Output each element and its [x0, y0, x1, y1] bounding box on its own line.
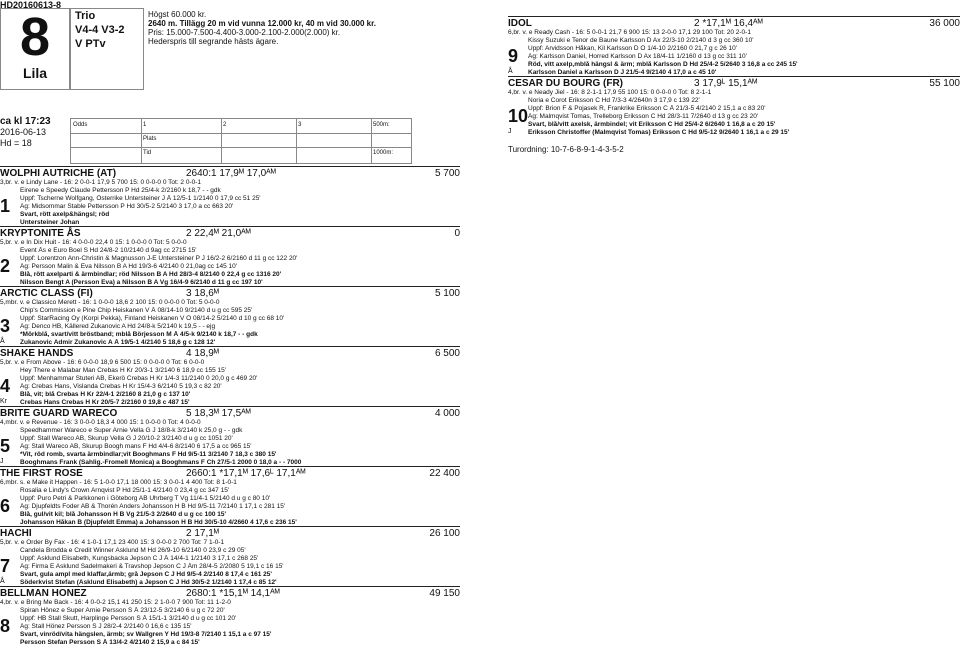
odds-label: Odds — [73, 122, 88, 128]
horse-header — [0, 406, 460, 419]
track-tag: Kr — [0, 398, 7, 405]
horse-prize-money: 55 100 — [929, 78, 960, 89]
horse-name: CESAR DU BOURG (FR) — [508, 78, 623, 89]
race-number: 8 — [19, 7, 51, 67]
horse-header — [0, 466, 460, 479]
horse-header — [0, 346, 460, 359]
horse-number: 7 — [0, 556, 11, 576]
history-row: Event Ås e Euro Boel S Hd 24/8-2 10/2140 d 9ag cc 2715 15' — [20, 247, 197, 254]
horse-name: IDOL — [508, 18, 532, 29]
history-row: Svart, vinröd/vita hängslen, ärmb; sv Wallgren Y Hd 19/3-8 7/2140 1 15,1 a c 97 15' — [20, 631, 272, 638]
horse-record: 2 *17,1ᴹ 16,4ᴬᴹ — [694, 18, 763, 29]
history-row: Hey There e Malabar Man Crebas H Kr 20/3-1 3/2140 6 18,9 cc 155 15' — [20, 367, 226, 374]
odds-grid — [70, 118, 412, 164]
race-color: Lila — [22, 65, 48, 81]
horse-number: 10 — [508, 106, 529, 126]
horse-header — [0, 586, 460, 599]
history-row: Äg: Persson Malin & Eva Nilsson B A Hd 19/3-6 4/2140 0 21,0ag cc 145 10' — [20, 263, 237, 270]
horse-name: SHAKE HANDS — [0, 348, 74, 359]
history-row: Crebas Hans Crebas H Kr 20/5-7 2/2160 0 19,8 c 487 15' — [20, 399, 190, 406]
history-row: Zukanovic Admir Zukanovic A Å 19/5-1 4/2140 5 18,6 g c 128 12' — [20, 339, 216, 346]
horse-record: 3 18,6ᴹ — [186, 288, 219, 299]
prize-line: Hederspris till segrande hästs ägare. — [148, 37, 279, 46]
history-row: Uppf: Puro Petri & Parkkonen i Göteborg AB Uhrberg T Vg 11/4-1 5/2140 d u g c 80 10' — [20, 495, 271, 502]
history-row: Eirene e Speedy Claude Pettersson P Hd 25/4-k 2/2160 k 18,7 - - gdk — [20, 187, 221, 194]
horse-entry — [508, 76, 960, 136]
horse-header — [0, 526, 460, 539]
start-time-block — [0, 116, 68, 149]
prize-line: 2640 m. Tillägg 20 m vid vunna 12.000 kr, 40 m vid 30.000 kr. — [148, 19, 376, 28]
history-row: *Vit, röd romb, svarta ärmbindlar;vit Booghmans F Hd 9/5-11 3/2140 7 18,3 c 380 15' — [20, 451, 277, 458]
prize-line: Pris: 15.000-7.500-4.400-3.000-2.100-2.000(2.000) kr. — [148, 28, 341, 37]
horse-name: KRYPTONITE ÅS — [0, 228, 81, 239]
horse-number: 2 — [0, 256, 11, 276]
pedigree-line: 4,br. v. e Neady Jiel - 16: 8 2-1-1 17,9 55 100 15: 0 0-0-0 0 Tot: 8 2-1-1 — [508, 89, 712, 96]
horse-header — [0, 286, 460, 299]
history-row: Uppf: Tscherne Wolfgang, Österrike Untersteiner J Å 12/5-1 1/2140 0 17,9 cc 51 25' — [20, 195, 261, 202]
pedigree-line: 5,mbr. v. e Classico Merett - 16: 1 0-0-0 18,6 2 100 15: 0 0-0-0 0 Tot: 5 0-0-0 — [0, 299, 220, 306]
prize-line: Högst 60.000 kr. — [148, 10, 207, 19]
horse-number: 3 — [0, 316, 11, 336]
horse-number: 1 — [0, 196, 11, 216]
game-types-box — [70, 8, 144, 90]
track-tag: Å — [508, 68, 513, 75]
history-row: Äg: Karlsson Daniel, Horred Karlsson D Ax 18/4-11 1/2160 d 13 g cc 311 10' — [528, 53, 747, 60]
history-row: Rosalia e Lindy's Crown Arnqvist P Hd 25/1-1 4/2140 0 23,4 g cc 347 15' — [20, 487, 230, 494]
horse-entry — [0, 586, 460, 646]
game-type: Trio — [75, 10, 96, 22]
history-row: Johansson Håkan B (Djupfeldt Emma) a Johansson H B Hd 30/5-10 4/2660 4 17,6 c 236 15' — [20, 519, 297, 526]
history-row: Uppf: Brion F & Pojasek R, Frankrike Eriksson C Å 21/3-5 4/2140 2 15,1 a c 83 20' — [528, 105, 766, 112]
horse-name: BRITE GUARD WARECO — [0, 408, 118, 419]
history-row: Äg: Djupfeldts Foder AB & Thorén Anders Johansson H B Hd 9/5-11 7/2140 1 17,1 c 281 15' — [20, 503, 286, 510]
history-row: Röd, vitt axelp,mblå hängsl & ärm; mblå Karlsson D Hd 25/4-2 5/2640 3 16,8 a cc 245 15' — [528, 61, 798, 68]
history-row: Svart, rött axelp&hängsl; röd — [20, 211, 110, 218]
pedigree-line: 5,br. v. e Order By Fax - 16: 4 1-0-1 17,1 23 400 15: 3 0-0-0 2 700 Tot: 7 1-0-1 — [0, 539, 225, 546]
turordning: Turordning: 10-7-6-8-9-1-4-3-5-2 — [508, 145, 624, 154]
horse-record: 5 18,3ᴹ 17,5ᴬᴹ — [186, 408, 251, 419]
pedigree-line: 3,br. v. e Lindy Lane - 16: 2 0-0-1 17,9 5 700 15: 0 0-0-0 0 Tot: 2 0-0-1 — [0, 179, 202, 186]
horse-number: 4 — [0, 376, 11, 396]
document-id: HD20160613-8 — [0, 0, 62, 10]
horse-record: 2 22,4ᴹ 21,0ᴬᴹ — [186, 228, 251, 239]
history-row: Söderkvist Stefan (Asklund Elisabeth) a Jepson C J Hd 30/5-2 1/2140 1 17,4 c 85 12' — [20, 579, 277, 586]
history-row: Blå, rött axelparti & ärmbindlar; röd Nilsson B A Hd 28/3-4 8/2140 0 22,4 g cc 1316 20' — [20, 271, 282, 278]
history-row: Eriksson Christoffer (Malmqvist Tomas) Eriksson C Hd 9/5-12 9/2640 1 16,1 a c 29 15' — [528, 129, 790, 136]
horse-header — [508, 76, 960, 89]
race-number-box — [0, 8, 70, 90]
history-row: Kissy Suzuki e Tenor de Baune Karlsson D Ax 22/3-10 2/2140 d 3 g cc 360 10' — [528, 37, 754, 44]
track-tag: J — [0, 458, 4, 465]
horse-number: 9 — [508, 46, 519, 66]
horse-entry — [0, 466, 460, 526]
history-row: Äg: Stall Wareco AB, Skurup Boogh mans F Hd 4/4-6 8/2140 6 17,5 a cc 965 15' — [20, 443, 252, 450]
track-tag: J — [508, 128, 512, 135]
pedigree-line: 4,mbr. v. e Revenue - 16: 3 0-0-0 18,3 4 000 15: 1 0-0-0 0 Tot: 4 0-0-0 — [0, 419, 201, 426]
horse-prize-money: 36 000 — [929, 18, 960, 29]
history-row: Uppf: Stall Wareco AB, Skurup Vella G J 20/10-2 3/2140 d u g cc 1051 20' — [20, 435, 233, 442]
horse-record: 2 17,1ᴹ — [186, 528, 219, 539]
horse-record: 2640:1 17,9ᴹ 17,0ᴬᴹ — [186, 168, 276, 179]
race-date: 2016-06-13 — [0, 127, 47, 137]
history-row: Candela Brodda e Credit Winner Asklund M Hd 26/9-10 6/2140 0 23,9 c 29 05' — [20, 547, 246, 554]
history-row: Untersteiner Johan — [20, 219, 80, 226]
horse-number: 5 — [0, 436, 11, 456]
pedigree-line: 5,br. v. e From Above - 16: 6 0-0-0 18,9 6 500 15: 0 0-0-0 0 Tot: 6 0-0-0 — [0, 359, 205, 366]
m1000-label: 1000m: — [373, 150, 394, 156]
history-row: Uppf: StarRacing Oy (Korpi Pekka), Finland Heiskanen V Ö 08/14-2 5/2140 d 10 g cc 68 10' — [20, 315, 285, 322]
horse-entry — [0, 406, 460, 466]
horse-list-left — [0, 166, 460, 646]
horse-record: 2680:1 *15,1ᴹ 14,1ᴬᴹ — [186, 588, 280, 599]
horse-entry — [0, 226, 460, 286]
col-1: 1 — [143, 122, 147, 128]
history-row: Uppf: HB Stall Skutt, Harplinge Persson S Å 15/1-1 3/2140 d u g cc 101 20' — [20, 615, 237, 622]
history-row: Speedhammer Wareco e Super Arnie Vella G J 18/8-k 3/2140 k 25,0 g - - gdk — [20, 427, 243, 434]
history-row: Booghmans Frank (Sahlig.-Fromell Monica) a Booghmans F Ch 27/5-1 2000 0 18,0 a - - 7000 — [20, 459, 302, 466]
horse-entry — [0, 346, 460, 406]
horse-name: ARCTIC CLASS (FI) — [0, 288, 93, 299]
horse-header — [508, 16, 960, 29]
horse-number: 8 — [0, 616, 11, 636]
race-conditions — [148, 10, 448, 46]
track-tag: Å — [0, 578, 5, 585]
history-row: Äg: Malmqvist Tomas, Trelleborg Eriksson C Hd 28/3-11 7/2640 d 13 g cc 23 20' — [528, 113, 759, 120]
horse-prize-money: 26 100 — [429, 528, 460, 539]
horse-entry — [0, 166, 460, 226]
history-row: Karlsson Daniel a Karlsson D J 21/5-4 9/2140 4 17,0 a c 45 10' — [528, 69, 717, 76]
history-row: Äg: Crebas Hans, Vislanda Crebas H Kr 15/4-3 6/2140 5 19,3 c 82 20' — [20, 383, 222, 390]
horse-record: 3 17,9ᴸ 15,1ᴬᴹ — [694, 78, 758, 89]
pedigree-line: 4,br. v. e Bring Me Back - 16: 4 0-0-2 15,1 41 250 15: 2 1-0-0 7 900 Tot: 11 1-2-0 — [0, 599, 231, 606]
horse-name: WOLPHI AUTRICHE (AT) — [0, 168, 117, 179]
history-row: Svart, gula ampl med klaffar,ärmb; grå Jepson C J Hd 9/5-4 2/2140 8 17,4 c 161 25' — [20, 571, 272, 578]
history-row: Uppf: Arvidsson Håkan, Kil Karlsson D Ö 1/4-10 2/2160 0 21,7 g c 26 10' — [528, 45, 737, 52]
pedigree-line: 5,br. v. e In Dix Huit - 16: 4 0-0-0 22,4 0 15: 1 0-0-0 0 Tot: 5 0-0-0 — [0, 239, 187, 246]
horse-name: HACHI — [0, 528, 32, 539]
horse-entry — [0, 286, 460, 346]
pedigree-line: 6,mbr. s. e Make it Happen - 16: 5 1-0-0 17,1 18 000 15: 3 0-0-1 4 400 Tot: 8 1-0-1 — [0, 479, 237, 486]
horse-prize-money: 22 400 — [429, 468, 460, 479]
horse-entry — [508, 16, 960, 76]
col-2: 2 — [223, 122, 227, 128]
col-3: 3 — [298, 122, 302, 128]
history-row: Persson Stefan Persson S Å 13/4-2 4/2140 2 15,9 a c 84 15' — [20, 639, 200, 646]
horse-entry — [0, 526, 460, 586]
horse-header — [0, 166, 460, 179]
history-row: Äg: Midsommar Stable Pettersson P Hd 30/5-2 5/2140 3 17,0 a cc 663 20' — [20, 203, 234, 210]
handicap: Hd = 18 — [0, 138, 32, 148]
history-row: Äg: Stall Hönez Persson S J 28/2-4 2/2140 0 16,6 c 135 15' — [20, 623, 192, 630]
m500-label: 500m: — [373, 122, 390, 128]
history-row: Äg: Denco HB, Källered Zukanovic A Hd 24/8-k 5/2140 k 19,5 - - ejg — [20, 323, 216, 330]
track-tag: Å — [0, 338, 5, 345]
history-row: Äg: Firma E Asklund Sadelmakeri & Travshop Jepson C J Åm 28/4-5 2/2080 5 19,1 c 16 15' — [20, 563, 284, 570]
horse-prize-money: 0 — [454, 228, 460, 239]
history-row: Blå, gul/vit kil; blå Johansson H B Vg 21/5-3 2/2640 d u g cc 100 15' — [20, 511, 227, 518]
tid-label: Tid — [143, 150, 152, 156]
horse-header — [0, 226, 460, 239]
game-type: V PTv — [75, 38, 106, 50]
horse-record: 4 18,9ᴹ — [186, 348, 219, 359]
game-type: V4-4 V3-2 — [75, 24, 125, 36]
horse-prize-money: 5 100 — [434, 288, 460, 299]
horse-prize-money: 6 500 — [434, 348, 460, 359]
horse-record: 2660:1 *17,1ᴹ 17,6ᴸ 17,1ᴬᴹ — [186, 468, 306, 479]
horse-prize-money: 5 700 — [434, 168, 460, 179]
history-row: Blå, vit; blå Crebas H Kr 22/4-1 2/2160 8 21,0 g c 137 10' — [20, 391, 191, 398]
horse-name: BELLMAN HONEZ — [0, 588, 87, 599]
history-row: Svart, blå/vitt axelsk, ärmbindel; vit Eriksson C Hd 25/4-2 6/2640 1 16,8 a c 20 15' — [528, 121, 776, 128]
horse-list-right — [508, 16, 960, 136]
horse-name: THE FIRST ROSE — [0, 468, 83, 479]
history-row: Uppf: Lorentzon Ann-Christin & Magnusson J-E Untersteiner P J 16/2-2 6/2160 d 11 g cc 122 20' — [20, 255, 298, 262]
horse-prize-money: 49 150 — [429, 588, 460, 599]
history-row: *Mörkblå, svart/vitt bröstband; mblå Börjesson M Å 4/5-k 9/2140 k 18,7 - - gdk — [20, 331, 258, 338]
horse-prize-money: 4 000 — [434, 408, 460, 419]
start-time: ca kl 17:23 — [0, 116, 51, 127]
history-row: Spiran Hönez e Super Arnie Persson S Å 23/12-5 3/2140 6 u g c 72 20' — [20, 607, 225, 614]
history-row: Uppf: Menhammar Stuteri AB, Ekerö Crebas H Kr 1/4-3 11/2140 0 20,0 g c 469 20' — [20, 375, 258, 382]
history-row: Uppf: Asklund Elisabeth, Kungsbacka Jepson C J Å 14/4-1 1/2140 3 17,1 c 268 25' — [20, 555, 259, 562]
horse-number: 6 — [0, 496, 11, 516]
history-row: Nilsson Bengt A (Persson Eva) a Nilsson B A Vg 16/4-9 6/2140 d 11 g cc 197 10' — [20, 279, 263, 286]
history-row: Chip's Commission e Pine Chip Heiskanen V Å 08/14-10 9/2140 d u g cc 595 25' — [20, 307, 253, 314]
history-row: Noria e Corot Eriksson C Hd 7/3-3 4/2640n 3 17,9 c 139 22' — [528, 97, 700, 104]
pedigree-line: 6,br. v. e Ready Cash - 16: 5 0-0-1 21,7 6 900 15: 13 2-0-0 17,1 29 100 Tot: 20 2-0-1 — [508, 29, 751, 36]
plats-label: Plats — [143, 136, 157, 142]
